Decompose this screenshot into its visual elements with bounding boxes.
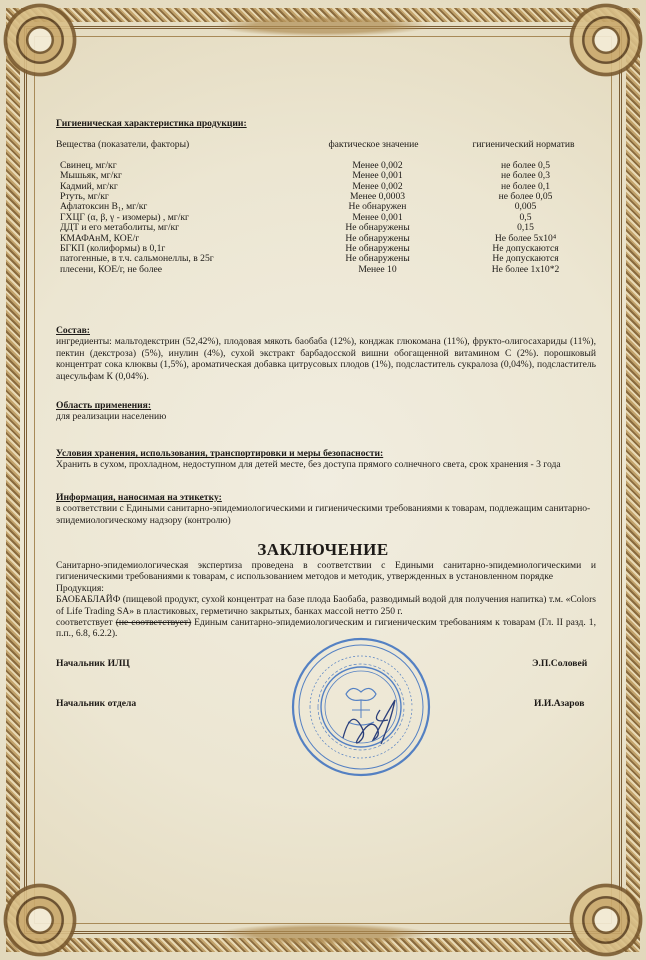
conclusion-product-text: БАОБАБЛАЙФ (пищевой продукт, сухой концентрат на базе плода Баобаба, разводимый водой для получения напитка) т.м. «Colors of Life Trading SA» в пластиковых, герметично закрытых, банках массой нетто 250 г. bbox=[56, 594, 596, 617]
official-stamp-icon bbox=[288, 636, 434, 778]
storage-text: Хранить в сухом, прохладном, недоступном для детей месте, без доступа прямого солнечного света, срок хранения - 3 года bbox=[56, 459, 561, 471]
table-cell: Кадмий, мг/кг bbox=[60, 180, 118, 192]
table-cell: КМАФАнМ, КОЕ/г bbox=[60, 232, 140, 244]
composition-text: ингредиенты: мальтодекстрин (52,42%), плодовая мякоть баобаба (12%), конджак глюкомана (11%), фрукто-олигосахариды (11%), пектин (декстроза) (5%), инулин (4%), сухой экстракт барбадосской вишни обогащенной витамином С (2%). порошковый концентрат сока клюквы (1,5%), ароматическая добавка цитрусовых плодов (1%), подсластитель сукралоза (0,04%), подсластитель ацесульфам К (0,04%). bbox=[56, 336, 596, 382]
table-cell: 0,5 bbox=[519, 211, 532, 223]
column-header: фактическое значение bbox=[328, 139, 419, 151]
table-cell: патогенные, в т.ч. сальмонеллы, в 25г bbox=[60, 253, 214, 265]
hygiene-section bbox=[56, 118, 596, 275]
table-cell: Не более 1x10*2 bbox=[491, 263, 560, 275]
corner-rosette-icon bbox=[0, 876, 84, 960]
table-row bbox=[56, 223, 596, 233]
table-cell: Не обнаружены bbox=[345, 242, 410, 254]
corner-rosette-icon bbox=[562, 0, 646, 84]
table-cell: Менее 0,0003 bbox=[349, 190, 406, 202]
verdict-text: Единым санитарно-эпидемиологическим и гигиеническим требованиям к товарам (Гл. II разд. 1, п.п., 6.8, 6.2.2). bbox=[56, 617, 596, 640]
table-cell: Менее 0,001 bbox=[352, 170, 403, 182]
table-cell: Не обнаружен bbox=[348, 201, 407, 213]
table-cell: 0,005 bbox=[514, 201, 537, 213]
hygiene-table-body bbox=[56, 161, 596, 275]
conclusion-title: ЗАКЛЮЧЕНИЕ bbox=[257, 540, 389, 559]
corner-rosette-icon bbox=[562, 876, 646, 960]
composition-title: Состав: bbox=[56, 325, 90, 336]
table-cell: Не допускаются bbox=[492, 253, 559, 265]
signer-role-1: Начальник ИЛЦ bbox=[56, 658, 130, 669]
table-cell: не более 0,5 bbox=[500, 159, 551, 171]
application-text: для реализации населению bbox=[56, 411, 167, 423]
table-cell: Афлатоксин B₁, мг/кг bbox=[60, 201, 148, 213]
table-cell: Менее 10 bbox=[358, 263, 397, 275]
table-cell: Ртуть, мг/кг bbox=[60, 190, 109, 202]
table-row bbox=[56, 265, 596, 275]
border-ornament-bottom bbox=[200, 922, 446, 946]
table-cell: Не обнаружены bbox=[345, 222, 410, 234]
label-info-text: в соответствии с Едиными санитарно-эпидемиологическими и гигиеническими требованиями к товарам, подлежащим санитарно-эпидемиологическому надзору (контролю) bbox=[56, 503, 591, 526]
signer-role-2: Начальник отдела bbox=[56, 698, 137, 709]
table-cell: Менее 0,001 bbox=[352, 211, 403, 223]
table-cell: Менее 0,002 bbox=[352, 180, 403, 192]
column-header: Вещества (показатели, факторы) bbox=[56, 139, 190, 151]
composition-section bbox=[56, 325, 596, 382]
table-cell: не более 0,05 bbox=[498, 190, 553, 202]
application-section bbox=[56, 400, 596, 423]
application-title: Область применения: bbox=[56, 400, 152, 411]
border-ornament-top bbox=[200, 14, 446, 38]
conclusion-product-label: Продукция: bbox=[56, 582, 104, 594]
signer-name-2: И.И.Азаров bbox=[534, 698, 585, 709]
verdict-yes: соответствует bbox=[56, 617, 113, 629]
table-cell: ГХЦГ (α, β, γ - изомеры) , мг/кг bbox=[60, 211, 189, 223]
table-cell: Мышьяк, мг/кг bbox=[60, 170, 122, 182]
table-cell: Не допускаются bbox=[492, 242, 559, 254]
table-cell: Не более 5x10⁴ bbox=[494, 232, 557, 244]
table-cell: Не обнаружены bbox=[345, 253, 410, 265]
table-cell: не более 0,3 bbox=[500, 170, 551, 182]
table-cell: плесени, КОЕ/г, не более bbox=[60, 263, 163, 275]
table-cell: Не обнаружены bbox=[345, 232, 410, 244]
column-header: гигиенический норматив bbox=[472, 139, 575, 151]
hygiene-table-header bbox=[56, 140, 596, 150]
label-info-section bbox=[56, 492, 596, 526]
signer-name-1: Э.П.Соловей bbox=[532, 658, 588, 669]
table-cell: Менее 0,002 bbox=[352, 159, 403, 171]
storage-title: Условия хранения, использования, транспортировки и меры безопасности: bbox=[56, 448, 384, 459]
verdict-no-struck: (не соответствует) bbox=[115, 617, 192, 629]
table-cell: не более 0,1 bbox=[500, 180, 551, 192]
conclusion-paragraph: Санитарно-эпидемиологическая экспертиза проведена в соответствии с Едиными санитарно-эпидемиологическими и гигиеническими требованиями к товарам, с использованием методов и методик, утвержденных в установленном порядке bbox=[56, 560, 596, 583]
table-cell: БГКП (колиформы) в 0,1г bbox=[60, 242, 166, 254]
hygiene-title: Гигиеническая характеристика продукции: bbox=[56, 118, 247, 129]
label-info-title: Информация, наносимая на этикетку: bbox=[56, 492, 222, 503]
storage-section bbox=[56, 448, 596, 471]
table-cell: Свинец, мг/кг bbox=[60, 159, 117, 171]
table-cell: 0,15 bbox=[517, 222, 534, 234]
conclusion-section bbox=[56, 560, 596, 640]
table-cell: ДДТ и его метаболиты, мг/кг bbox=[60, 222, 180, 234]
